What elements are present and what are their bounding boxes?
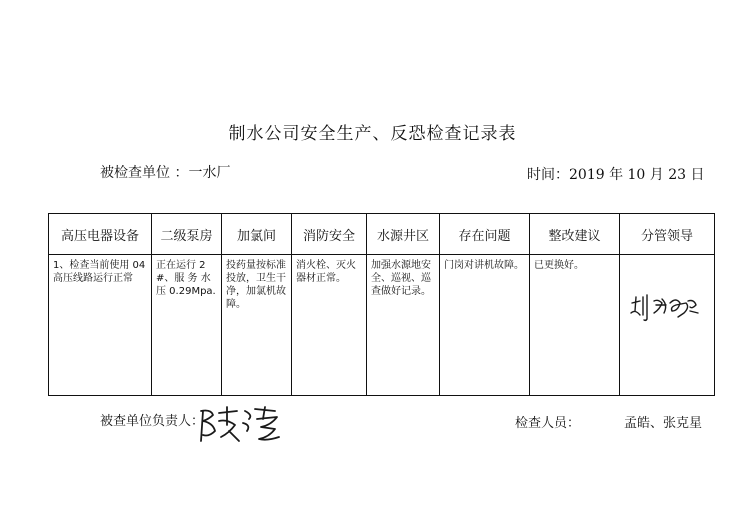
table-cell: 投药量按标准投放，卫生干净，加氯机故障。 (222, 255, 292, 396)
header-cell: 高压电器设备 (49, 214, 152, 255)
header-cell: 整改建议 (530, 214, 620, 255)
inspection-date: 时间：2019 年 10 月 23 日 (527, 167, 705, 183)
table-cell: 正在运行 2#、服 务 水 压 0.29Mpa. (152, 255, 222, 396)
manager-signature-icon (628, 291, 708, 325)
record-table (48, 213, 715, 396)
header-cell: 加氯间 (222, 214, 292, 255)
responsible-person-label: 被查单位负责人： (100, 414, 205, 429)
document-title: 制水公司安全生产、反恐检查记录表 (228, 124, 517, 144)
table-cell: 已更换好。 (530, 255, 620, 396)
table-cell: 消火栓、灭火器材正常。 (292, 255, 367, 396)
responsible-signature-icon (197, 403, 297, 447)
inspectors-names: 孟皓、张克星 (624, 416, 703, 431)
inspected-unit: 被检查单位 ：一水厂 (100, 165, 231, 181)
manager-signature-cell (620, 255, 715, 396)
inspectors-line (515, 412, 702, 431)
header-cell: 消防安全 (292, 214, 367, 255)
inspectors-label: 检查人员： (515, 416, 581, 431)
table-cell: 1、检查当前使用 04 高压线路运行正常 (49, 255, 152, 396)
table-cell: 加强水源地安全、巡视、巡查做好记录。 (367, 255, 440, 396)
table-row (49, 255, 715, 396)
header-cell: 存在问题 (440, 214, 530, 255)
table-header-row (49, 214, 715, 255)
header-cell: 二级泵房 (152, 214, 222, 255)
table-cell: 门岗对讲机故障。 (440, 255, 530, 396)
header-cell: 水源井区 (367, 214, 440, 255)
header-cell: 分管领导 (620, 214, 715, 255)
